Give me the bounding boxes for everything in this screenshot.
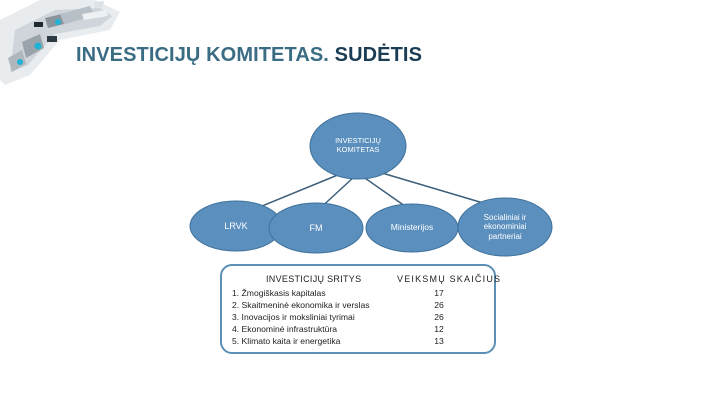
list-item: 13 — [434, 336, 444, 346]
node-label-lrvk: LRVK — [224, 220, 248, 231]
node-label-ministerijos: Ministerijos — [390, 222, 434, 233]
node-label-partneriai: Socialiniai ir ekonominiai partneriai — [483, 213, 527, 241]
list-item: 17 — [434, 288, 444, 298]
list-item: 1. Žmogiškasis kapitalas — [232, 288, 326, 298]
list-item: 3. Inovacijos ir moksliniai tyrimai — [232, 312, 355, 322]
list-item: 2. Skaitmeninė ekonomika ir verslas — [232, 300, 370, 310]
list-item: 4. Ekonominė infrastruktūra — [232, 324, 338, 334]
areas-list — [232, 287, 370, 347]
list-item: 12 — [434, 324, 444, 334]
list-item: 5. Klimato kaita ir energetika — [232, 336, 341, 346]
list-item: 26 — [434, 300, 444, 310]
counts-heading: VEIKSMŲ SKAIČIUS — [397, 274, 502, 284]
node-label-komitetas: INVESTICIJŲ KOMITETAS — [335, 136, 381, 154]
node-label-fm: FM — [309, 222, 323, 233]
list-item: 26 — [434, 312, 444, 322]
counts-list — [426, 287, 452, 347]
page-title-primary: INVESTICIJŲ KOMITETAS. — [76, 44, 329, 66]
areas-heading: INVESTICIJŲ SRITYS — [266, 274, 362, 284]
page-title-secondary: SUDĖTIS — [328, 44, 423, 66]
